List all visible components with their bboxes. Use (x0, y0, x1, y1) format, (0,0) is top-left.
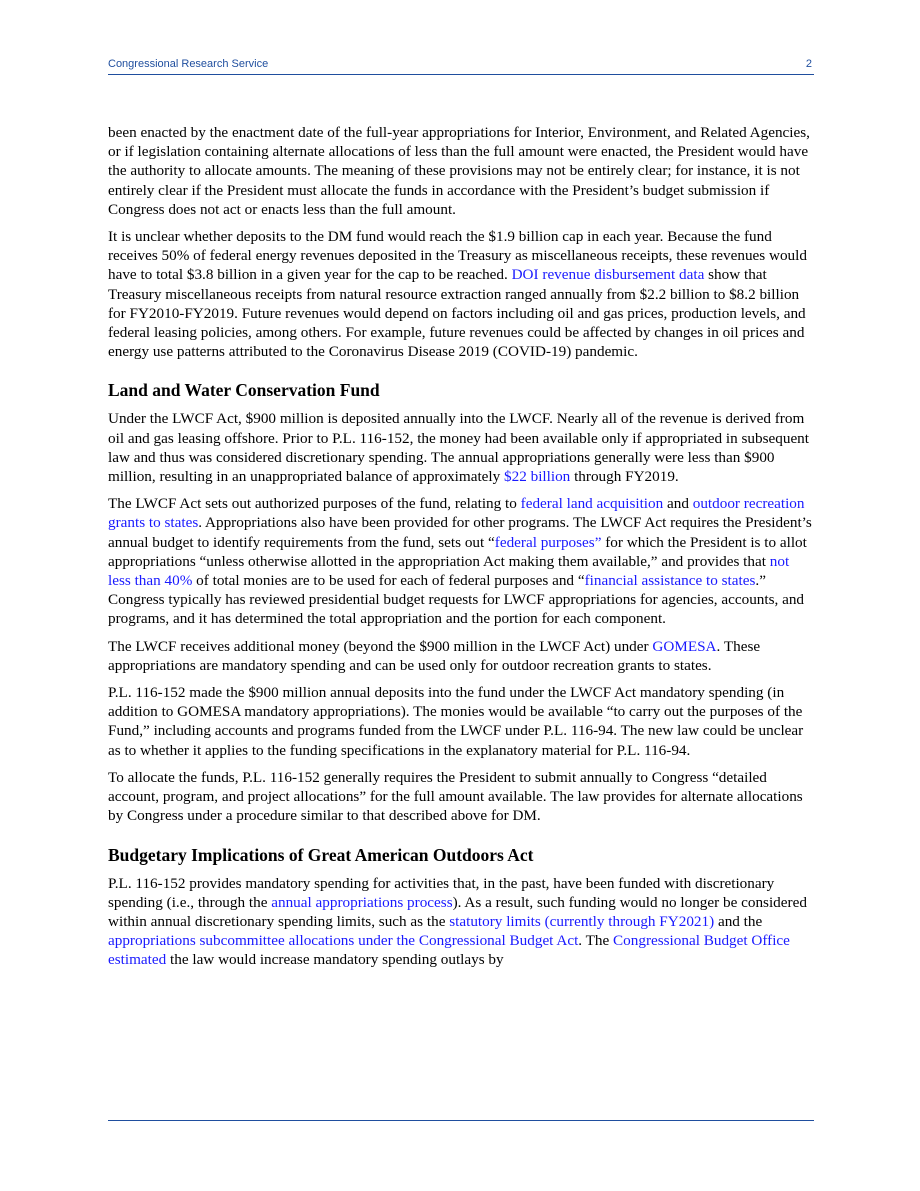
link-annual-appropriations[interactable]: annual appropriations process (271, 893, 453, 911)
link-cbo-estimated[interactable]: Congressional Budget Office estimated (108, 932, 790, 969)
text-run: The LWCF receives additional money (beyond the $900 million in the LWCF Act) under (108, 637, 653, 655)
paragraph-dm-cap (108, 227, 814, 361)
text-run: .” Congress typically has reviewed presidential budget requests for LWCF appropriations for agencies, accounts, and programs, and it has determined the total appropriation and the portion for each component. (108, 572, 805, 628)
text-run: . These appropriations are mandatory spending and can be used only for outdoor recreation grants to states. (108, 637, 761, 674)
heading-budgetary-implications: Budgetary Implications of Great American Outdoors Act (108, 844, 534, 865)
text-run: and (663, 495, 693, 513)
link-outdoor-recreation-grants[interactable]: outdoor recreation grants to states (108, 495, 805, 532)
paragraph-budgetary (108, 874, 814, 970)
text-run: Under the LWCF Act, $900 million is deposited annually into the LWCF. Nearly all of the revenue is derived from oil and gas leasing offshore. Prior to P.L. 116-152, the money had been available only if appropriated in subsequent law and thus was considered discretionary spending. The annual appropriations generally were less than $900 million, resulting in an unappropriated balance of approximately (108, 410, 809, 486)
text-run: P.L. 116-152 provides mandatory spending for activities that, in the past, have been funded with discretionary spending (i.e., through the (108, 874, 775, 911)
text-run: the law would increase mandatory spending outlays by (166, 951, 504, 969)
paragraph-lwcf-allocation: To allocate the funds, P.L. 116-152 generally requires the President to submit annually to Congress “detailed account, program, and project allocations” for the full amount available. The law provides for alternate allocations by Congress under a procedure similar to that described above for DM. (108, 768, 803, 825)
link-not-less-than-40[interactable]: not less than 40% (108, 552, 790, 590)
document-body (108, 123, 814, 978)
text-run: and the (714, 912, 763, 930)
text-run: The LWCF Act sets out authorized purposes of the fund, relating to (108, 495, 521, 513)
text-run: . Appropriations also have been provided for other programs. The LWCF Act requires the President’s annual budget to identify requirements from the fund, sets out “ (108, 514, 812, 551)
text-run: It is unclear whether deposits to the DM fund would reach the $1.9 billion cap in each year. Because the fund receives 50% of federal energy revenues deposited in the Treasury as miscellaneous receipts, these revenues would have to total $3.8 billion in a given year for the cap to be reached. (108, 228, 807, 284)
paragraph-dm-allocation: been enacted by the enactment date of the full-year appropriations for Interior, Environment, and Related Agencies, or if legislation containing alternate allocations of less than the full amount were enacted, the President would have the authority to allocate amounts. The meaning of these provisions may not be entirely clear; for instance, it is not entirely clear if the President must allocate the funds in accordance with the President’s budget submission if Congress does not act or enacts less than the full amount. (108, 124, 810, 218)
paragraph-lwcf-purposes (108, 494, 814, 628)
link-doi-revenue-data[interactable]: DOI revenue disbursement data (511, 266, 705, 284)
text-run: through FY2019. (570, 468, 679, 486)
paragraph-lwcf-gomesa (108, 637, 814, 675)
link-federal-purposes[interactable]: federal purposes” (494, 533, 602, 551)
paragraph-lwcf-act (108, 409, 814, 486)
header-page-number: 2 (805, 58, 812, 70)
link-subcommittee-allocations[interactable]: appropriations subcommittee allocations under the Congressional Budget Act (108, 932, 579, 950)
text-run: . The (578, 932, 614, 950)
text-run: show that Treasury miscellaneous receipts from natural resource extraction ranged annually from $2.2 billion to $8.2 billion for FY2010-FY2019. Future revenues would depend on factors including oil and gas prices, production levels, and federal leasing policies, among others. For example, future revenues could be affected by changes in oil prices and energy use patterns attributed to the Coronavirus Disease 2019 (COVID-19) pandemic. (108, 266, 806, 361)
link-statutory-limits[interactable]: statutory limits (currently through FY2021) (449, 912, 715, 930)
heading-lwcf: Land and Water Conservation Fund (108, 380, 380, 401)
text-run: of total monies are to be used for each of federal purposes and “ (192, 572, 585, 590)
page-header (108, 58, 814, 75)
link-financial-assistance[interactable]: financial assistance to states (584, 572, 756, 590)
link-federal-land-acquisition[interactable]: federal land acquisition (520, 495, 664, 513)
header-organization: Congressional Research Service (108, 58, 269, 70)
text-run: ). As a result, such funding would no longer be considered within annual discretionary spending limits, such as the (108, 893, 807, 930)
link-22-billion[interactable]: $22 billion (504, 468, 571, 486)
footer-rule (108, 1120, 814, 1121)
text-run: for which the President is to allot appropriations “unless otherwise allotted in the appropriation Act making them available,” and provides that (108, 533, 807, 570)
link-gomesa[interactable]: GOMESA (652, 637, 717, 655)
paragraph-lwcf-mandatory: P.L. 116-152 made the $900 million annual deposits into the fund under the LWCF Act mandatory spending (in addition to GOMESA mandatory appropriations). The monies would be available “to carry out the purposes of the Fund,” including accounts and programs funded from the LWCF under P.L. 116-94. The new law could be unclear as to whether it applies to the funding specifications in the explanatory material for P.L. 116-94. (108, 684, 804, 759)
